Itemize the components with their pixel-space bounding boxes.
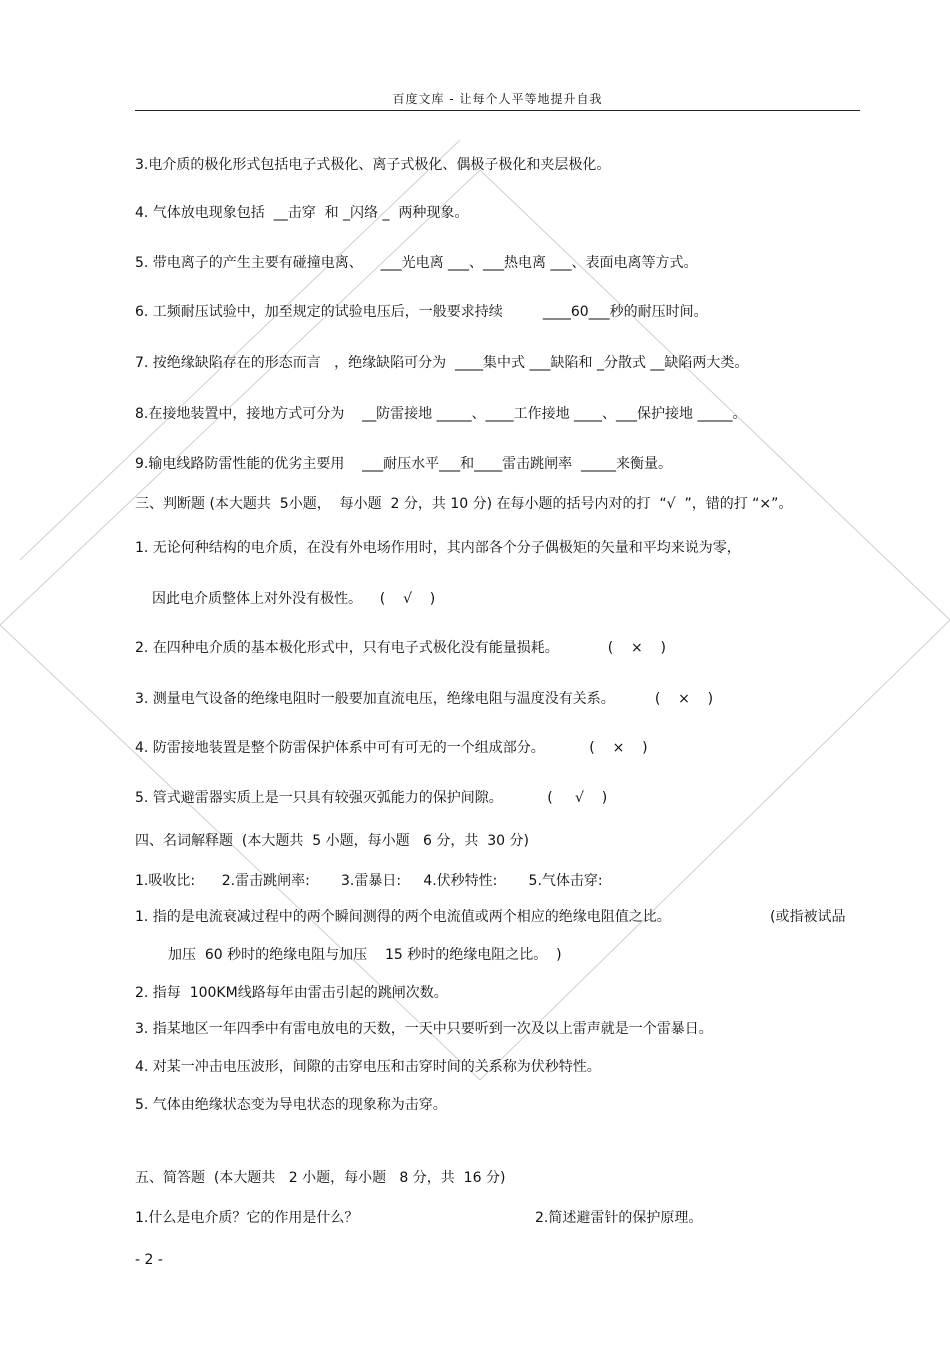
definition-4: 4. 对某一冲击电压波形，间隙的击穿电压和击穿时间的关系称为伏秒特性。 — [135, 1059, 601, 1075]
definition-3: 3. 指某地区一年四季中有雷电放电的天数，一天中只要听到一次及以上雷声就是一个雷暴日。 — [135, 1021, 713, 1037]
fill-item-6: 6. 工频耐压试验中，加至规定的试验电压后，一般要求持续 ____60___秒的耐压时间。 — [135, 304, 708, 320]
fill-item-3: 3.电介质的极化形式包括电子式极化、离子式极化、偶极子极化和夹层极化。 — [135, 157, 611, 173]
fill-item-4: 4. 气体放电现象包括 __击穿 和 _闪络 _ 两种现象。 — [135, 205, 469, 221]
definition-1-line2: 加压 60 秒时的绝缘电阻与加压 15 秒时的绝缘电阻之比。 ) — [168, 947, 562, 963]
judge-q5: 5. 管式避雷器实质上是一只具有较强灭弧能力的保护间隙。 ( √ ) — [135, 790, 608, 806]
fill-item-9: 9.输电线路防雷性能的优劣主要用 ___耐压水平___和____雷击跳闸率 _____来衡量。 — [135, 456, 673, 472]
fill-item-7: 7. 按绝缘缺陷存在的形态而言 ，绝缘缺陷可分为 ____集中式 ___缺陷和 _分散式 __缺陷两大类。 — [135, 355, 749, 371]
short-answer-q2: 2.简述避雷针的保护原理。 — [535, 1210, 703, 1226]
judge-q4: 4. 防雷接地装置是整个防雷保护体系中可有可无的一个组成部分。 ( × ) — [135, 740, 648, 756]
judge-q1-line1: 1. 无论何种结构的电介质，在没有外电场作用时，其内部各个分子偶极矩的矢量和平均来说为零， — [135, 540, 741, 556]
judge-q1-line2: 因此电介质整体上对外没有极性。 ( √ ) — [152, 591, 436, 607]
section4-title: 四、名词解释题 (本大题共 5 小题，每小题 6 分，共 30 分) — [135, 833, 529, 849]
definition-1-line1: 1. 指的是电流衰减过程中的两个瞬间测得的两个电流值或两个相应的绝缘电阻值之比。 — [135, 909, 671, 925]
term-list: 1.吸收比: 2.雷击跳闸率: 3.雷暴日: 4.伏秒特性: 5.气体击穿: — [135, 873, 603, 889]
definition-1-tail: (或指被试品 — [770, 909, 846, 925]
page-number: - 2 - — [135, 1252, 163, 1268]
section3-title: 三、判断题 (本大题共 5小题， 每小题 2 分，共 10 分) 在每小题的括号内对的打 “√ ”，错的打 “×”。 — [135, 496, 793, 512]
section5-title: 五、简答题 (本大题共 2 小题，每小题 8 分，共 16 分) — [135, 1170, 506, 1186]
definition-5: 5. 气体由绝缘状态变为导电状态的现象称为击穿。 — [135, 1097, 447, 1113]
judge-q3: 3. 测量电气设备的绝缘电阻时一般要加直流电压，绝缘电阻与温度没有关系。 ( × ) — [135, 691, 714, 707]
definition-2: 2. 指每 100KM线路每年由雷击引起的跳闸次数。 — [135, 985, 448, 1001]
fill-item-5: 5. 带电离子的产生主要有碰撞电离、 ___光电离 ___、___热电离 ___、表面电离等方式。 — [135, 255, 698, 271]
judge-q2: 2. 在四种电介质的基本极化形式中，只有电子式极化没有能量损耗。 ( × ) — [135, 640, 667, 656]
short-answer-q1: 1.什么是电介质？它的作用是什么？ — [135, 1210, 359, 1226]
page-header: 百度文库 - 让每个人平等地提升自我 — [135, 90, 860, 111]
fill-item-8: 8.在接地装置中，接地方式可分为 __防雷接地 _____、____工作接地 ____、___保护接地 _____。 — [135, 406, 747, 422]
